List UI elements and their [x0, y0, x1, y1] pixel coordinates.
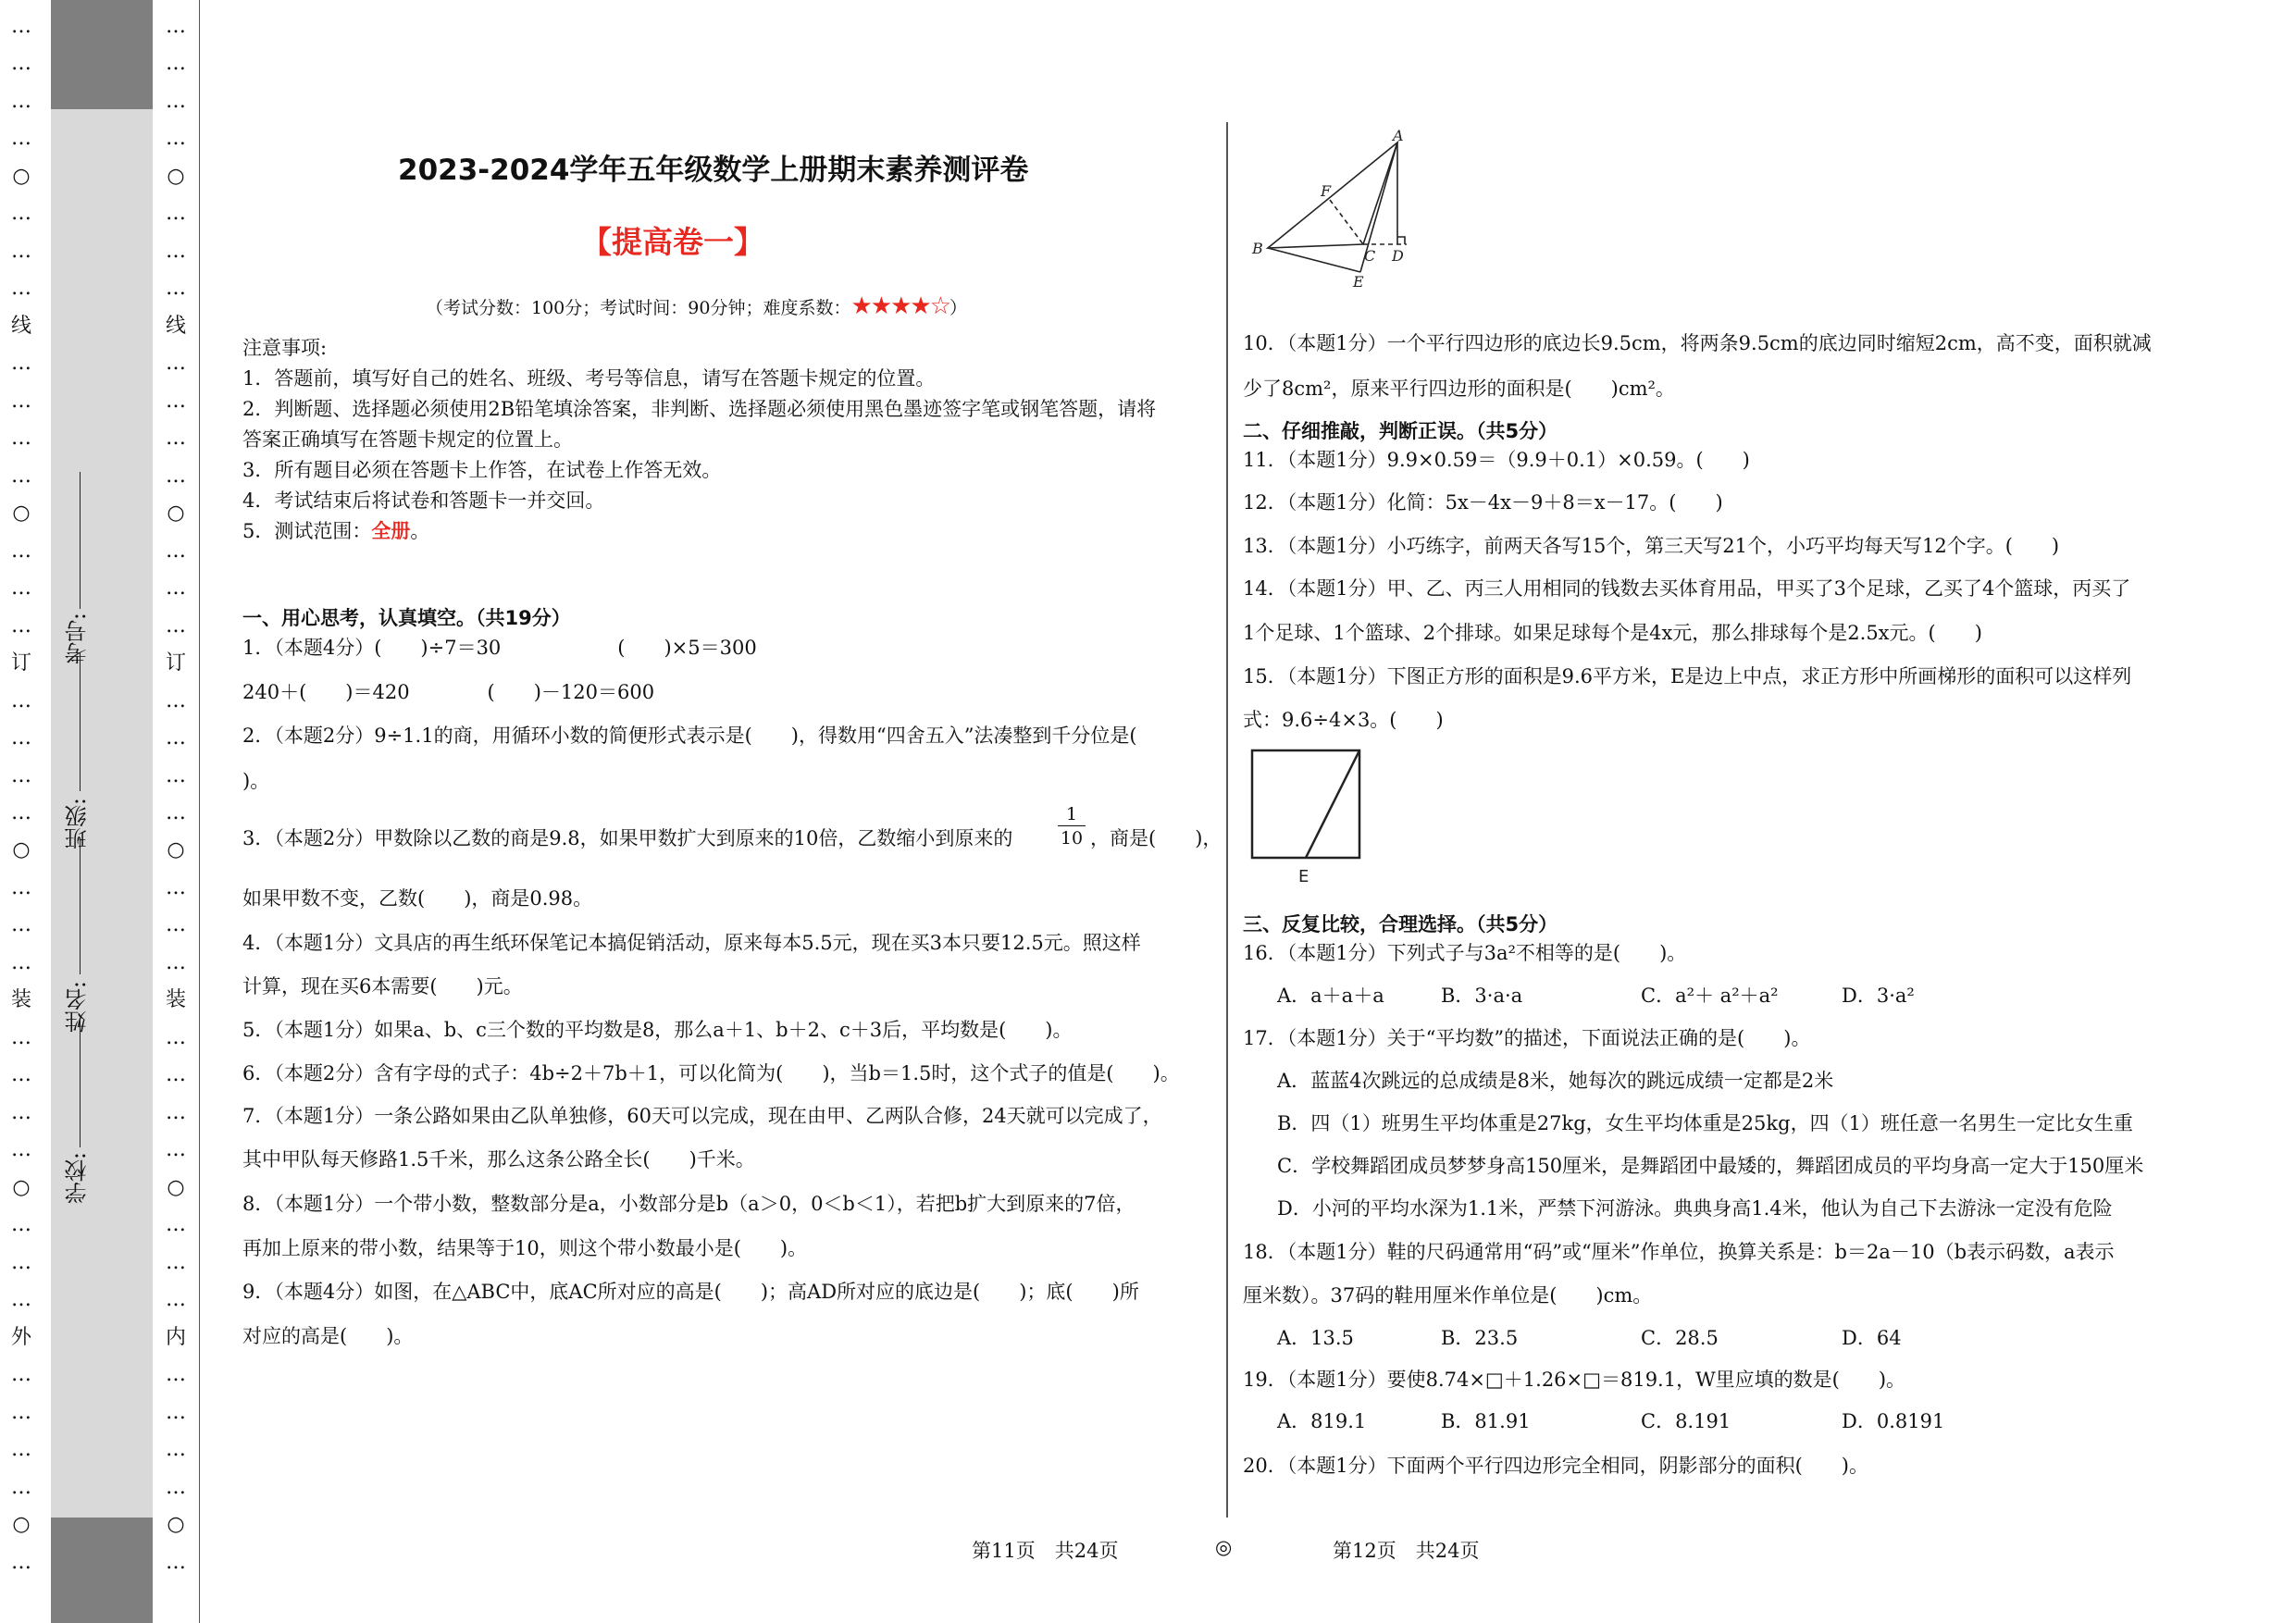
right-angle-d	[1397, 237, 1405, 244]
seal-mark: …	[11, 1438, 31, 1462]
exam-number-label: 考号:	[65, 613, 91, 665]
class-line	[80, 652, 81, 791]
q17-option-b: B．四（1）班男生平均体重是27kg，女生平均体重是25kg，四（1）班任意一名男生一定比女生重	[1277, 1112, 2133, 1134]
question-line: 3．（本题2分）甲数除以乙数的商是9.8，如果甲数扩大到原来的10倍，乙数缩小到原来的	[242, 827, 1013, 849]
seal-mark: …	[166, 239, 186, 263]
seal-mark: …	[166, 875, 186, 899]
seal-mark: …	[166, 202, 186, 226]
seal-mark: ○	[12, 164, 31, 188]
note-item: 3．所有题目必须在答题卡上作答，在试卷上作答无效。	[242, 459, 722, 481]
seal-mark: …	[11, 1063, 31, 1087]
label-b: B	[1252, 240, 1263, 257]
seal-mark: …	[11, 539, 31, 563]
seal-mark: 订	[165, 651, 186, 675]
seal-mark: 线	[10, 314, 31, 338]
q16-option-a: A．a＋a＋a	[1277, 985, 1384, 1007]
q19-option-c: C．8.191	[1641, 1410, 1731, 1432]
question-line: 如果甲数不变，乙数( )，商是0.98。	[242, 887, 593, 910]
seal-mark: …	[11, 950, 31, 974]
column-divider	[1226, 122, 1228, 1518]
seal-mark: …	[11, 763, 31, 787]
seal-mark: …	[11, 1025, 31, 1049]
question-12: 12．（本题1分）化简：5x－4x－9＋8＝x－17。( )	[1243, 491, 1723, 514]
seal-mark: ○	[12, 1175, 31, 1199]
note-item-scope	[242, 516, 429, 544]
seal-mark: …	[11, 1363, 31, 1387]
seal-mark: …	[166, 389, 186, 413]
question-line: 8．（本题1分）一个带小数，整数部分是a，小数部分是b（a＞0，0＜b＜1），若把b扩大到原来的7倍，	[242, 1193, 1136, 1215]
seal-mark: …	[11, 1400, 31, 1424]
fraction	[1058, 803, 1086, 850]
seal-mark: …	[166, 1250, 186, 1274]
q18-option-d: D．64	[1842, 1327, 1902, 1349]
question-15-line1: 15．（本题1分）下图正方形的面积是9.6平方米，E是边上中点，求正方形中所画梯形的面积可以这样列	[1243, 665, 2132, 688]
seal-mark: 外	[10, 1325, 31, 1349]
label-e: E	[1353, 273, 1364, 291]
seal-mark: …	[11, 1475, 31, 1499]
name-label: 姓名:	[65, 981, 91, 1034]
seal-mark: …	[166, 913, 186, 937]
seal-mark: …	[166, 464, 186, 488]
q18-option-a: A．13.5	[1277, 1327, 1354, 1349]
seal-mark: …	[166, 1400, 186, 1424]
outer-seal-marks	[7, 0, 35, 1623]
seal-mark: …	[166, 726, 186, 750]
school-line	[80, 1018, 81, 1147]
seal-mark: …	[11, 688, 31, 712]
exam-info-close: ）	[949, 298, 968, 318]
seal-mark: …	[11, 1550, 31, 1574]
question-line: 对应的高是( )。	[242, 1325, 414, 1347]
note-item: 4．考试结束后将试卷和答题卡一并交回。	[242, 489, 605, 512]
seal-mark: …	[166, 1213, 186, 1237]
footer-center-mark: ◎	[1215, 1536, 1233, 1558]
section-1-heading: 一、用心思考，认真填空。（共19分）	[242, 607, 571, 629]
question-18-line1: 18．（本题1分）鞋的尺码通常用“码”或“厘米”作单位，换算关系是：b＝2a－10（b表示码数，a表示	[1243, 1241, 2115, 1263]
seal-mark: …	[11, 15, 31, 38]
seal-mark: …	[11, 52, 31, 76]
question-line: 4．（本题1分）文具店的再生纸环保笔记本搞促销活动，原来每本5.5元，现在买3本只要12.5元。照这样	[242, 932, 1141, 954]
question-10-line1: 10．（本题1分）一个平行四边形的底边长9.5cm，将两条9.5cm的底边同时缩短2cm，高不变，面积就减	[1243, 332, 2152, 354]
question-line: 2．（本题2分）9÷1.1的商，用循环小数的简便形式表示是( )，得数用“四舍五入”法凑整到千分位是(	[242, 725, 1137, 747]
square-label-e: E	[1298, 867, 1309, 886]
page-number-right: 第12页 共24页	[1333, 1540, 1480, 1562]
section-2-heading: 二、仔细推敲，判断正误。（共5分）	[1243, 420, 1558, 442]
question-14-line2: 1个足球、1个篮球、2个排球。如果足球每个是4x元，那么排球每个是2.5x元。( )	[1243, 622, 1982, 644]
square-diagonal	[1306, 750, 1359, 858]
question-line: 再加上原来的带小数，结果等于10，则这个带小数最小是( )。	[242, 1237, 808, 1259]
seal-mark: …	[166, 127, 186, 151]
binding-margin-top-block	[51, 0, 153, 109]
seal-mark: …	[166, 277, 186, 301]
seal-mark: …	[166, 352, 186, 376]
fraction-denominator: 10	[1060, 828, 1084, 849]
seal-mark: …	[166, 1138, 186, 1162]
seal-mark: …	[11, 202, 31, 226]
seal-mark: …	[166, 15, 186, 38]
seal-mark: …	[11, 1138, 31, 1162]
q18-option-b: B．23.5	[1441, 1327, 1519, 1349]
question-13: 13．（本题1分）小巧练字，前两天各写15个，第三天写21个，小巧平均每天写12个字。( )	[1243, 535, 2060, 557]
label-a: A	[1393, 130, 1404, 144]
seal-mark: …	[166, 576, 186, 601]
fraction-numerator: 1	[1058, 803, 1086, 826]
seal-mark: …	[166, 1025, 186, 1049]
q16-option-b: B．3·a·a	[1441, 985, 1523, 1007]
seal-mark: 装	[165, 988, 186, 1012]
binding-margin-bottom-block	[51, 1518, 153, 1623]
school-label: 学校:	[65, 1152, 91, 1205]
seal-mark: ○	[167, 1513, 185, 1537]
note-item: 答案正确填写在答题卡规定的位置上。	[242, 428, 573, 451]
question-line: 6．（本题2分）含有字母的式子：4b÷2＋7b＋1，可以化简为( )，当b＝1.5时，这个式子的值是( )。	[242, 1062, 1180, 1084]
exam-title: 2023-2024学年五年级数学上册期末素养测评卷	[398, 154, 1029, 187]
exam-info	[426, 292, 967, 320]
seal-mark: …	[11, 1288, 31, 1312]
question-line: 7．（本题1分）一条公路如果由乙队单独修，60天可以完成，现在由甲、乙两队合修，24天就可以完成了，	[242, 1105, 1162, 1127]
question-line: 计算，现在买6本需要( )元。	[242, 975, 523, 997]
margin-divider-line	[199, 0, 200, 1623]
seal-mark: …	[166, 1438, 186, 1462]
q17-option-d: D．小河的平均水深为1.1米，严禁下河游泳。典典身高1.4米，他认为自己下去游泳一定没有危险	[1277, 1197, 2113, 1220]
seal-mark: …	[11, 913, 31, 937]
seal-mark: ○	[167, 838, 185, 862]
seal-mark: …	[11, 389, 31, 413]
seal-mark: …	[166, 1063, 186, 1087]
seal-mark: …	[11, 801, 31, 824]
seal-mark: …	[166, 52, 186, 76]
question-14-line1: 14．（本题1分）甲、乙、丙三人用相同的钱数去买体育用品，甲买了3个足球，乙买了4个篮球，丙买了	[1243, 577, 2131, 600]
label-c: C	[1364, 247, 1376, 265]
question-line: 5．（本题1分）如果a、b、c三个数的平均数是8，那么a＋1、b＋2、c＋3后，平均数是( )。	[242, 1019, 1073, 1041]
question-line: )。	[242, 770, 270, 792]
inner-seal-marks	[162, 0, 190, 1623]
question-line: 1．（本题4分）( )÷7＝30 ( )×5＝300	[242, 637, 757, 659]
label-f: F	[1321, 182, 1332, 200]
seal-mark: …	[11, 576, 31, 601]
seal-mark: 装	[10, 988, 31, 1012]
seal-mark: ○	[167, 502, 185, 526]
seal-mark: …	[166, 427, 186, 451]
seal-mark: …	[11, 352, 31, 376]
seal-mark: ○	[12, 502, 31, 526]
height-cf	[1330, 200, 1363, 244]
seal-mark: …	[11, 464, 31, 488]
q18-option-c: C．28.5	[1641, 1327, 1719, 1349]
seal-mark: 线	[165, 314, 186, 338]
seal-mark: …	[166, 1100, 186, 1124]
q19-option-b: B．81.91	[1441, 1410, 1531, 1432]
seal-mark: …	[166, 1475, 186, 1499]
seal-mark: …	[11, 127, 31, 151]
question-line: 240＋( )＝420 ( )－120＝600	[242, 681, 655, 703]
seal-mark: …	[11, 1213, 31, 1237]
q16-option-d: D．3·a²	[1842, 985, 1915, 1007]
exam-info-text: （考试分数：100分；考试时间：90分钟；难度系数：	[426, 298, 851, 318]
question-10-line2: 少了8cm²，原来平行四边形的面积是( )cm²。	[1243, 378, 1675, 400]
q17-option-a: A．蓝蓝4次跳远的总成绩是8米，她每次的跳远成绩一定都是2米	[1277, 1070, 1834, 1092]
triangle-abc	[1268, 142, 1397, 248]
q16-option-c: C．a²＋ a²＋a²	[1641, 985, 1779, 1007]
seal-mark: …	[11, 89, 31, 113]
triangle-figure	[1245, 130, 1430, 296]
seal-mark: …	[166, 1550, 186, 1574]
exam-subtitle: 【提高卷一】	[581, 224, 764, 260]
question-19: 19．（本题1分）要使8.74×□＋1.26×□＝819.1，W里应填的数是( )。	[1243, 1369, 1906, 1391]
seal-mark: …	[166, 801, 186, 824]
seal-mark: …	[166, 688, 186, 712]
seal-mark: …	[166, 613, 186, 638]
seal-mark: …	[11, 613, 31, 638]
seal-mark: 内	[165, 1325, 186, 1349]
seal-mark: …	[11, 239, 31, 263]
seal-mark: ○	[12, 838, 31, 862]
section-3-heading: 三、反复比较，合理选择。（共5分）	[1243, 913, 1558, 935]
label-d: D	[1392, 247, 1404, 265]
class-label: 班级:	[65, 798, 91, 850]
question-16: 16．（本题1分）下列式子与3a²不相等的是( )。	[1243, 942, 1687, 964]
seal-mark: …	[11, 1250, 31, 1274]
difficulty-stars: ★★★★☆	[850, 292, 949, 320]
seal-mark: ○	[167, 1175, 185, 1199]
question-line: 9．（本题4分）如图，在△ABC中，底AC所对应的高是( )；高AD所对应的底边是( )；底( )所	[242, 1281, 1139, 1303]
seal-mark: 订	[10, 651, 31, 675]
seal-mark: …	[11, 277, 31, 301]
seal-mark: …	[166, 950, 186, 974]
q19-option-d: D．0.8191	[1842, 1410, 1945, 1432]
scope-value: 全册	[371, 519, 411, 542]
square-figure	[1245, 745, 1365, 888]
scope-end: 。	[410, 520, 430, 542]
q17-option-c: C．学校舞蹈团成员梦梦身高150厘米，是舞蹈团中最矮的，舞蹈团成员的平均身高一定大于150厘米	[1277, 1155, 2144, 1177]
seal-mark: …	[11, 1100, 31, 1124]
seal-mark: …	[166, 539, 186, 563]
seal-mark: …	[11, 875, 31, 899]
question-line: 其中甲队每天修路1.5千米，那么这条公路全长( )千米。	[242, 1148, 755, 1171]
seal-mark: …	[166, 1363, 186, 1387]
name-line	[80, 837, 81, 974]
question-18-line2: 厘米数）。37码的鞋用厘米作单位是( )cm。	[1243, 1284, 1653, 1307]
question-20: 20．（本题1分）下面两个平行四边形完全相同，阴影部分的面积( )。	[1243, 1455, 1868, 1477]
question-17: 17．（本题1分）关于“平均数”的描述，下面说法正确的是( )。	[1243, 1027, 1811, 1049]
segment-be	[1268, 248, 1360, 272]
notes-heading: 注意事项:	[242, 337, 328, 359]
question-11: 11．（本题1分）9.9×0.59＝（9.9＋0.1）×0.59。( )	[1243, 449, 1750, 471]
seal-mark: …	[166, 763, 186, 787]
note-item: 1．答题前，填写好自己的姓名、班级、考号等信息，请写在答题卡规定的位置。	[242, 367, 936, 390]
seal-mark: …	[166, 1288, 186, 1312]
question-line: ，商是( )，	[1090, 827, 1222, 849]
note-item: 2．判断题、选择题必须使用2B铅笔填涂答案，非判断、选择题必须使用黑色墨迹签字笔或钢笔答题，请将	[242, 398, 1157, 420]
seal-mark: ○	[12, 1513, 31, 1537]
q19-option-a: A．819.1	[1277, 1410, 1367, 1432]
page-number-left: 第11页 共24页	[972, 1540, 1119, 1562]
seal-mark: …	[166, 89, 186, 113]
seal-mark: …	[11, 427, 31, 451]
question-15-line2: 式：9.6÷4×3。( )	[1243, 709, 1444, 731]
square	[1252, 750, 1359, 858]
scope-label: 5．测试范围：	[242, 520, 372, 542]
seal-mark: ○	[167, 164, 185, 188]
seal-mark: …	[11, 726, 31, 750]
exam-number-line	[80, 472, 81, 609]
